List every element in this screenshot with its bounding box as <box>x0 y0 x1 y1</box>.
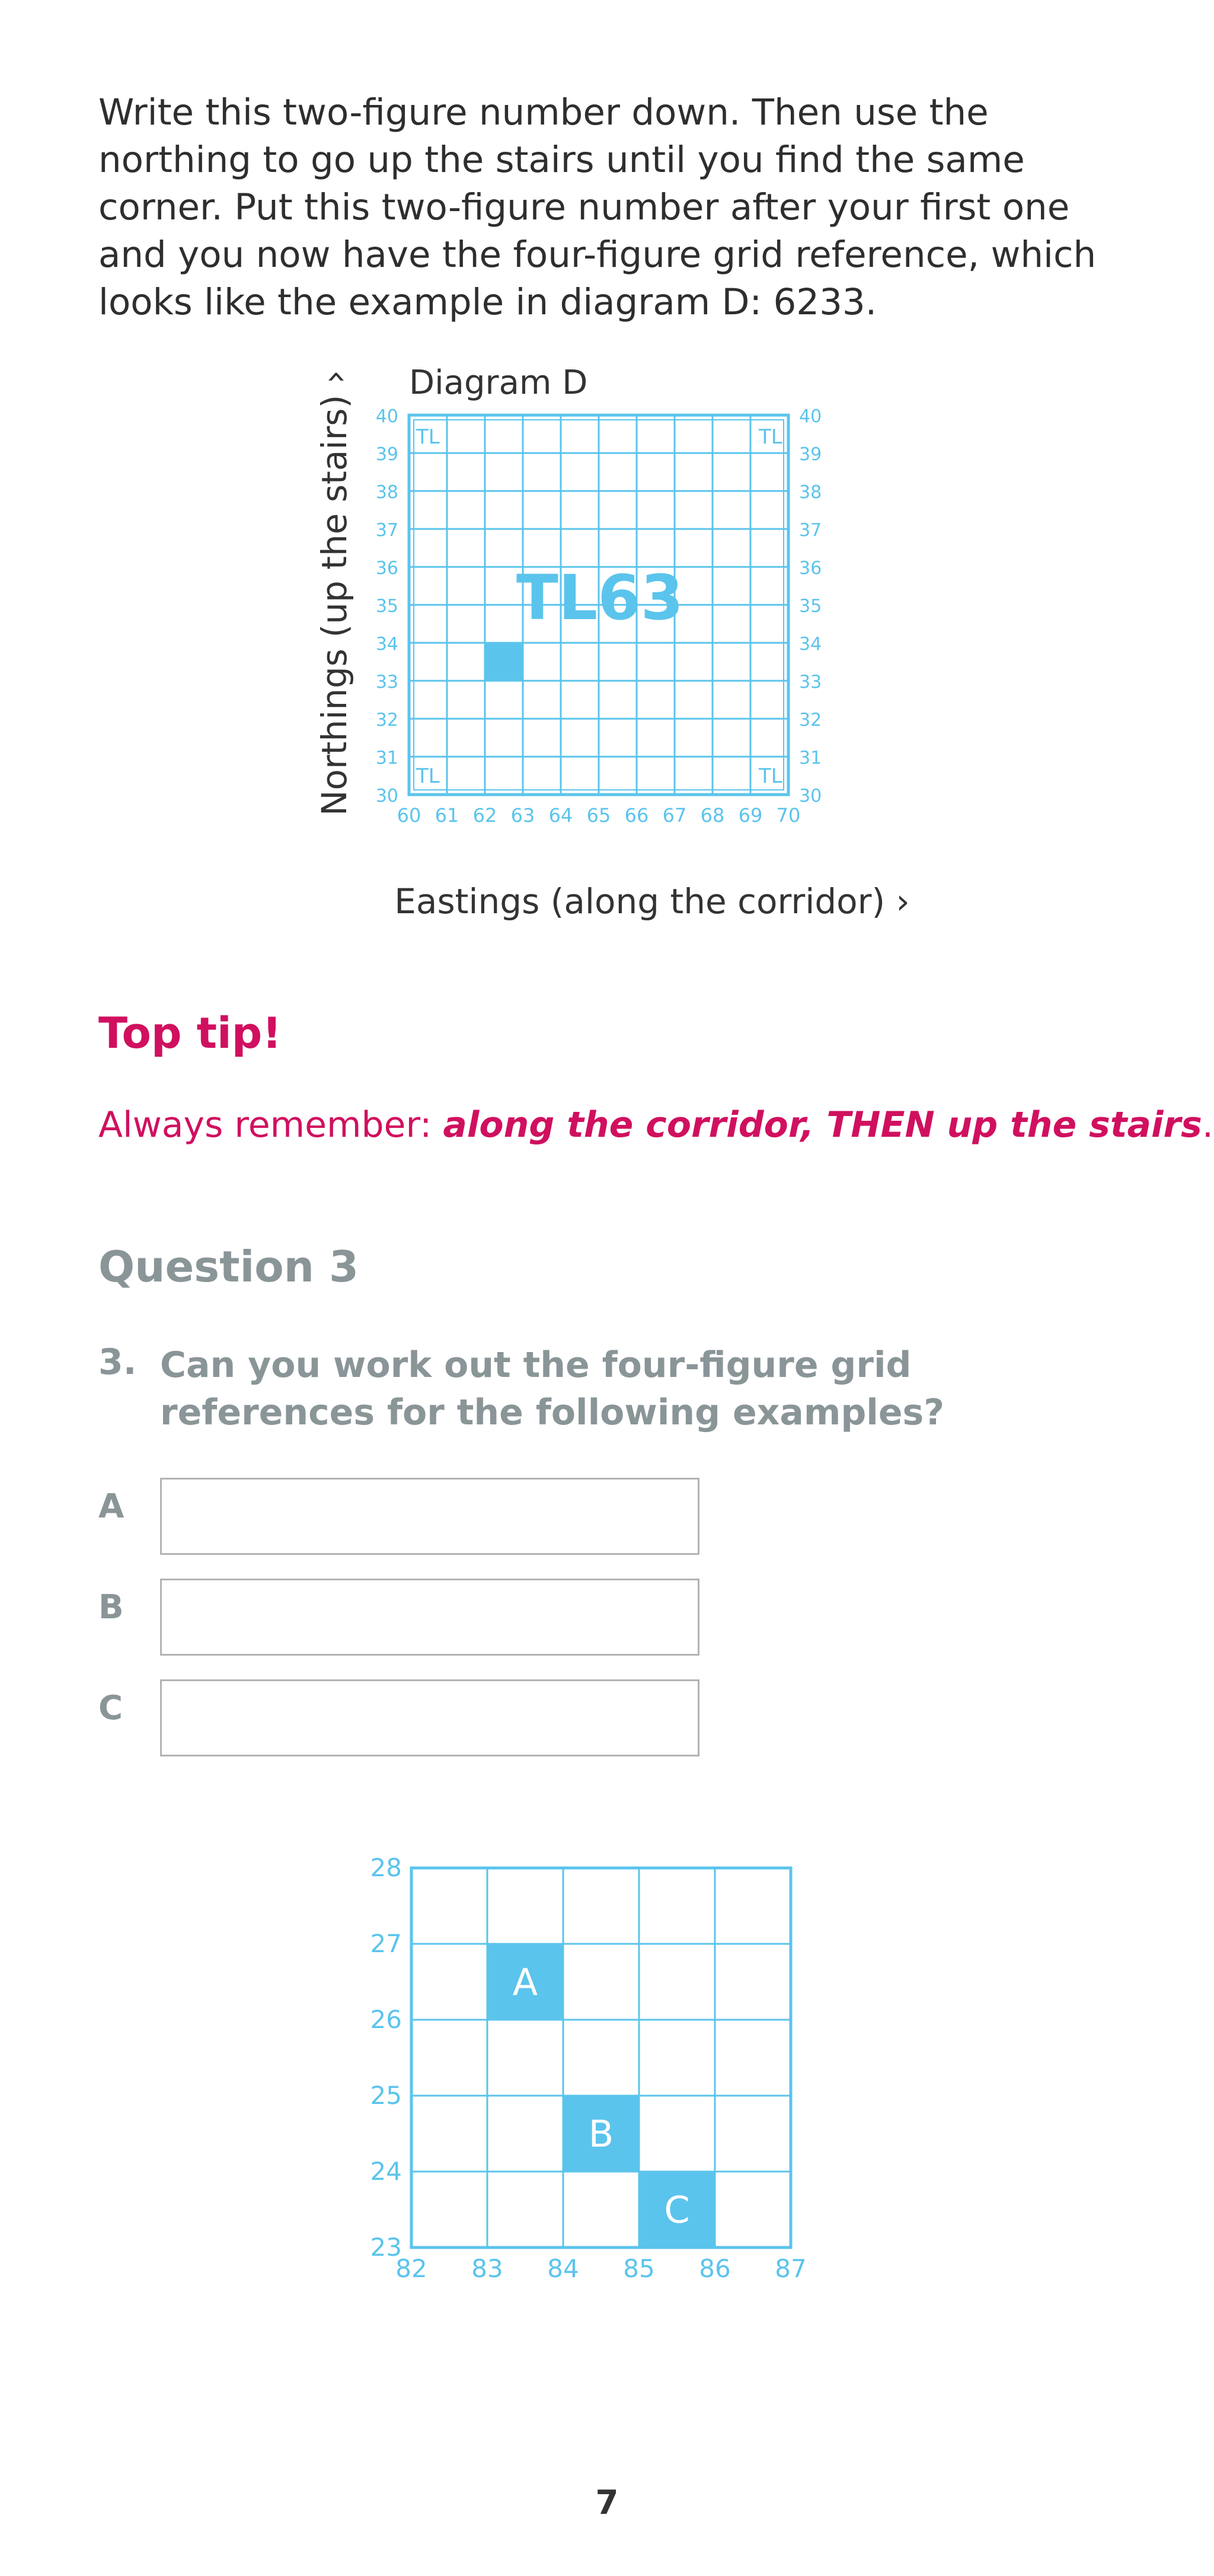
northing-tick-label-right: 40 <box>799 406 822 427</box>
northing-tick-label-right: 38 <box>799 482 822 503</box>
easting-tick-label: 67 <box>662 804 687 827</box>
diagram-d-big-label: TL63 <box>516 562 683 634</box>
northing-tick-label-left: 32 <box>375 710 398 731</box>
page-number: 7 <box>595 2483 619 2522</box>
easting-tick-label: 65 <box>586 804 611 827</box>
diagram-d-x-label: Eastings (along the corridor) › <box>394 881 910 922</box>
northing-tick-label-left: 39 <box>375 444 398 465</box>
answer-input-b[interactable] <box>160 1579 699 1656</box>
grid-border <box>411 1868 791 2247</box>
easting-tick-label: 66 <box>624 804 649 827</box>
northing-tick-label-left: 40 <box>375 406 398 427</box>
grid-square-label: C <box>664 2188 690 2231</box>
easting-tick-label: 86 <box>699 2254 731 2283</box>
diagram-d-y-label: Northings (up the stairs) › <box>314 370 354 816</box>
answer-label-c: C <box>98 1689 123 1727</box>
northing-tick-label-left: 31 <box>375 748 398 769</box>
answer-label-b: B <box>98 1588 124 1627</box>
easting-tick-label: 68 <box>700 804 725 827</box>
highlight-square <box>485 643 523 681</box>
easting-tick-label: 85 <box>623 2254 655 2283</box>
answer-input-a[interactable] <box>160 1478 699 1555</box>
intro-paragraph: Write this two-figure number down. Then use the northing to go up the stairs until you find the same corner. Put this two-figure number after your first one and you now have the four-figure grid reference, which looks like the example in diagram D: 6233. <box>98 91 1097 323</box>
diagram-d-corner-label-bl: TL <box>416 764 440 788</box>
easting-tick-label: 82 <box>395 2254 427 2283</box>
easting-tick-label: 83 <box>471 2254 503 2283</box>
tip-title: Top tip! <box>98 1008 282 1058</box>
answer-label-a: A <box>98 1487 124 1526</box>
easting-tick-label: 87 <box>775 2254 807 2283</box>
northing-tick-label-right: 37 <box>799 520 822 541</box>
tip-suffix: . <box>1202 1104 1213 1146</box>
question-number: 3. <box>98 1341 137 1383</box>
diagram-d-corner-label-tl: TL <box>416 425 440 449</box>
northing-tick-label-left: 37 <box>375 520 398 541</box>
northing-tick-label-right: 31 <box>799 748 822 769</box>
northing-tick-label: 28 <box>370 1853 402 1882</box>
tip-text <box>98 1104 1213 1146</box>
question-text: Can you work out the four-figure grid references for the following examples? <box>160 1344 945 1433</box>
question-title: Question 3 <box>98 1242 359 1292</box>
tip-emphasis: along the corridor, THEN up the stairs <box>443 1104 1202 1146</box>
easting-tick-label: 60 <box>397 804 421 827</box>
diagram-d-title: Diagram D <box>409 364 588 402</box>
northing-tick-label: 25 <box>370 2081 402 2110</box>
easting-tick-label: 64 <box>548 804 573 827</box>
easting-tick-label: 62 <box>472 804 497 827</box>
grid-square-label: B <box>588 2112 614 2156</box>
northing-tick-label-left: 36 <box>375 558 398 579</box>
question-grid <box>0 1838 1214 2313</box>
northing-tick-label: 24 <box>370 2157 402 2186</box>
northing-tick-label: 26 <box>370 2005 402 2034</box>
diagram-d <box>0 0 1214 973</box>
northing-tick-label: 27 <box>370 1929 402 1958</box>
easting-tick-label: 61 <box>435 804 459 827</box>
easting-tick-label: 69 <box>738 804 763 827</box>
easting-tick-label: 63 <box>510 804 535 827</box>
northing-tick-label-left: 30 <box>375 786 398 806</box>
northing-tick-label-right: 35 <box>799 596 822 617</box>
northing-tick-label: 23 <box>370 2233 402 2262</box>
northing-tick-label-right: 36 <box>799 558 822 579</box>
northing-tick-label-right: 39 <box>799 444 822 465</box>
grid-square-label: A <box>512 1960 538 2004</box>
northing-tick-label-right: 32 <box>799 710 822 731</box>
answer-input-c[interactable] <box>160 1679 699 1756</box>
northing-tick-label-left: 38 <box>375 482 398 503</box>
northing-tick-label-left: 35 <box>375 596 398 617</box>
diagram-d-corner-label-tr: TL <box>759 425 782 449</box>
easting-tick-label: 70 <box>776 804 801 827</box>
northing-tick-label-right: 34 <box>799 634 822 655</box>
easting-tick-label: 84 <box>547 2254 579 2283</box>
northing-tick-label-right: 33 <box>799 672 822 693</box>
northing-tick-label-left: 34 <box>375 634 398 655</box>
tip-prefix: Always remember: <box>98 1104 443 1146</box>
northing-tick-label-right: 30 <box>799 786 822 806</box>
diagram-d-corner-label-br: TL <box>759 764 782 788</box>
northing-tick-label-left: 33 <box>375 672 398 693</box>
